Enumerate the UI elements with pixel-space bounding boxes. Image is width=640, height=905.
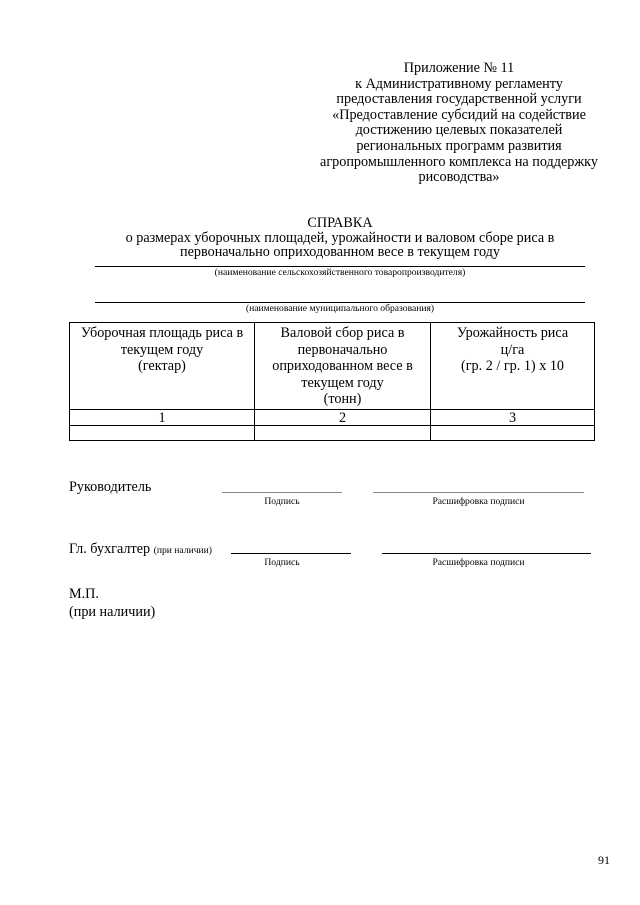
title-subtitle-line: первоначально оприходованном весе в текущем году — [180, 244, 500, 260]
accountant-label-group — [69, 541, 212, 558]
accountant-label: Гл. бухгалтер — [69, 541, 151, 557]
accountant-decoding-line[interactable] — [382, 553, 591, 554]
head-label: Руководитель — [69, 479, 152, 495]
head-decoding-caption: Расшифровка подписи — [432, 496, 525, 507]
header-yield-per-ha: Урожайность риса ц/га (гр. 2 / гр. 1) х 10 — [431, 323, 595, 410]
rice-harvest-table — [69, 322, 595, 441]
title-heading: СПРАВКА — [307, 215, 373, 231]
stamp-label: М.П. — [69, 586, 99, 602]
column-number: 1 — [70, 410, 255, 426]
head-decoding-line[interactable] — [373, 492, 584, 493]
appendix-line: агропромышленного комплекса на поддержку — [320, 153, 598, 170]
accountant-signature-caption: Подпись — [264, 557, 300, 568]
appendix-line: достижению целевых показателей — [355, 122, 563, 139]
table-header-row — [70, 323, 595, 410]
appendix-line: к Административному регламенту — [355, 75, 563, 92]
accountant-signature-line[interactable] — [231, 553, 351, 554]
producer-caption: (наименование сельскохозяйственного товаропроизводителя) — [214, 267, 466, 278]
header-harvest-area: Уборочная площадь риса в текущем году (гектар) — [70, 323, 255, 410]
harvest-area-cell[interactable] — [70, 426, 255, 441]
municipality-caption: (наименование муниципального образования) — [245, 303, 435, 314]
document-title — [60, 216, 620, 260]
appendix-line: региональных программ развития — [356, 137, 562, 154]
appendix-line: рисоводства» — [418, 169, 500, 186]
accountant-decoding-caption: Расшифровка подписи — [432, 557, 525, 568]
stamp-note: (при наличии) — [69, 604, 156, 620]
column-number: 2 — [255, 410, 431, 426]
appendix-line: Приложение № 11 — [403, 60, 515, 76]
head-signature-line[interactable] — [222, 492, 342, 493]
gross-yield-cell[interactable] — [255, 426, 431, 441]
yield-per-ha-cell[interactable] — [431, 426, 595, 441]
header-gross-yield: Валовой сбор риса в первоначально оприходованном весе в текущем году (тонн) — [255, 323, 431, 410]
page-number: 91 — [598, 853, 610, 867]
table-row — [70, 426, 595, 441]
appendix-header — [300, 61, 618, 186]
head-signature-caption: Подпись — [264, 496, 300, 507]
appendix-line: предоставления государственной услуги — [336, 91, 582, 108]
accountant-note: (при наличии) — [153, 545, 212, 556]
title-subtitle-line: о размерах уборочных площадей, урожайности и валовом сборе риса в — [125, 229, 555, 246]
column-number: 3 — [431, 410, 595, 426]
table-column-numbers-row — [70, 410, 595, 426]
appendix-line: «Предоставление субсидий на содействие — [332, 106, 586, 123]
